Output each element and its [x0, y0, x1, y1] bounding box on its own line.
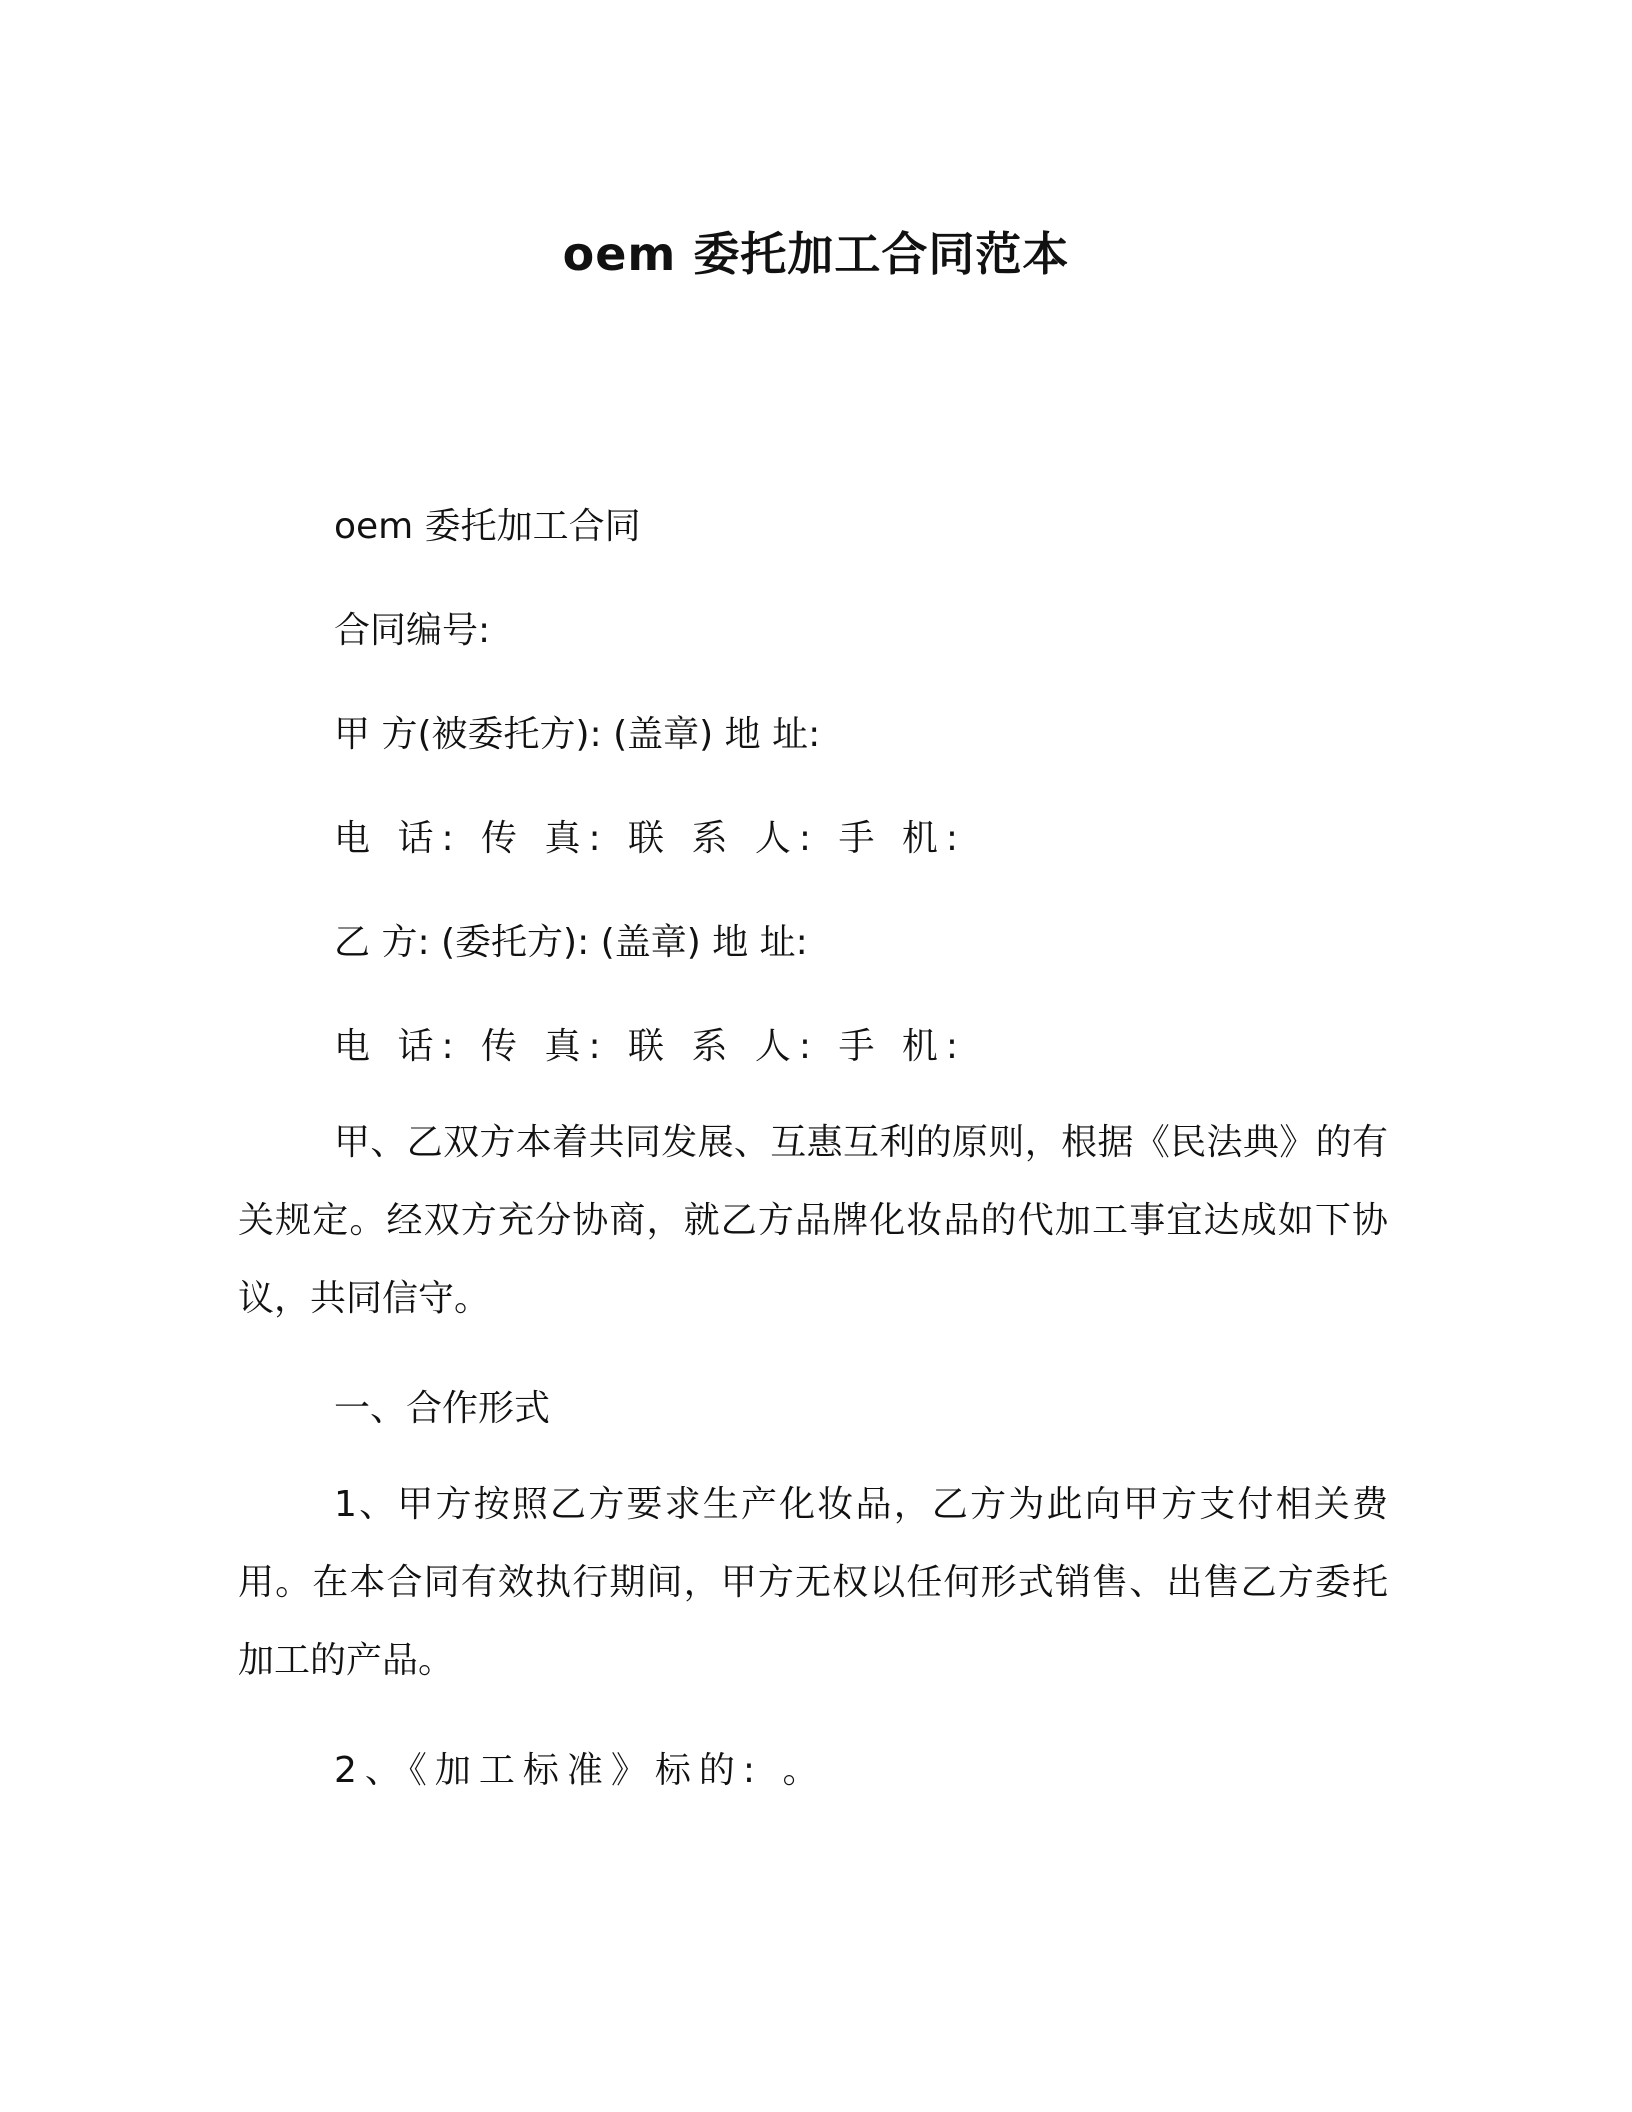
section-1-heading: 一、合作形式 [334, 1388, 551, 1429]
intro-paragraph: 甲、乙双方本着共同发展、互惠互利的原则，根据《民法典》的有关规定。经双方充分协商，就乙方品牌化妆品的代加工事宜达成如下协议，共同信守。 [238, 1122, 1388, 1319]
contract-name: oem 委托加工合同 [334, 506, 641, 547]
party-b-line: 乙 方: (委托方): (盖章) 地 址: [334, 922, 808, 963]
party-a-contact: 电 话: 传 真: 联 系 人: 手 机: [334, 818, 967, 859]
party-a-line: 甲 方(被委托方): (盖章) 地 址: [334, 714, 821, 755]
document-title: oem 委托加工合同范本 [562, 227, 1070, 281]
party-b-contact: 电 话: 传 真: 联 系 人: 手 机: [334, 1026, 967, 1067]
clause-1: 1、甲方按照乙方要求生产化妆品，乙方为此向甲方支付相关费用。在本合同有效执行期间，甲方无权以任何形式销售、出售乙方委托加工的产品。 [238, 1484, 1388, 1681]
contract-number-label: 合同编号: [334, 610, 491, 651]
clause-2: 2、《加工标准》标的: 。 [334, 1750, 827, 1791]
